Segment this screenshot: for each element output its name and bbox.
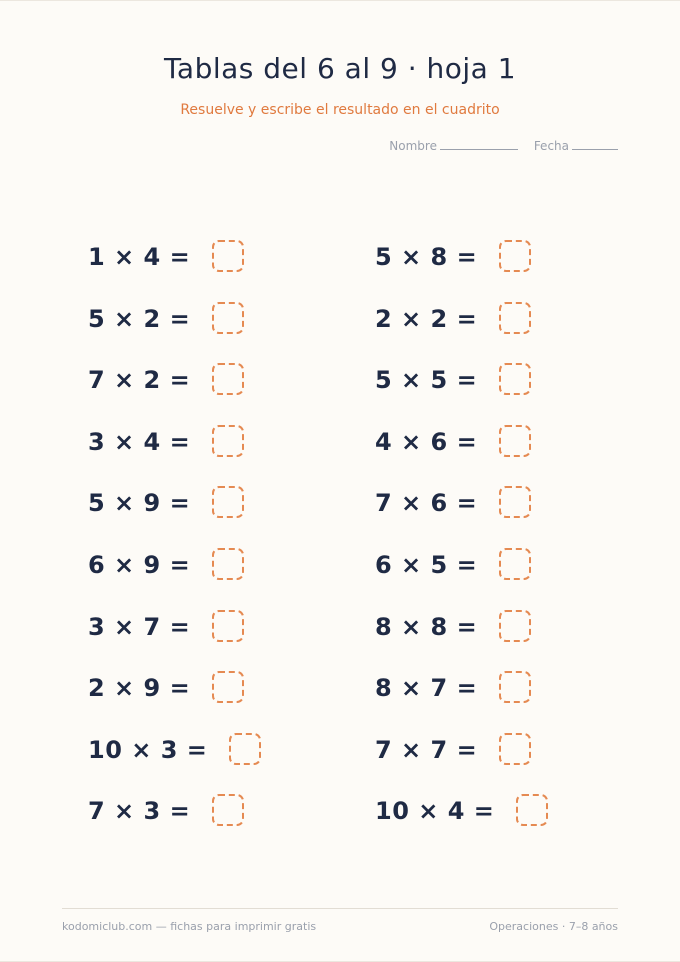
answer-box[interactable] [212, 425, 244, 457]
answer-box[interactable] [212, 302, 244, 334]
problem-expression: 7 × 7 = [375, 735, 478, 764]
problem-row [375, 731, 548, 793]
problem-expression: 8 × 8 = [375, 612, 478, 641]
answer-box[interactable] [499, 302, 531, 334]
answer-box[interactable] [212, 363, 244, 395]
problem-row [88, 608, 261, 670]
problem-row [88, 792, 261, 854]
problem-expression: 6 × 9 = [88, 550, 191, 579]
problem-expression: 10 × 4 = [375, 797, 495, 826]
problem-expression: 2 × 2 = [375, 304, 478, 333]
problem-expression: 10 × 3 = [88, 735, 208, 764]
problem-expression: 5 × 8 = [375, 243, 478, 271]
problem-expression: 7 × 3 = [88, 797, 191, 826]
problem-expression: 7 × 2 = [88, 366, 191, 395]
answer-box[interactable] [212, 610, 244, 642]
problem-row [88, 423, 261, 485]
name-date-fields [389, 139, 618, 153]
answer-box[interactable] [499, 240, 531, 272]
name-label: Nombre [389, 139, 437, 153]
footer-divider [62, 908, 618, 909]
answer-box[interactable] [212, 240, 244, 272]
page-title: Tablas del 6 al 9 · hoja 1 [163, 52, 517, 85]
problem-row [375, 546, 548, 608]
problem-expression: 5 × 5 = [375, 366, 478, 395]
problem-expression: 3 × 4 = [88, 427, 191, 456]
problems-left-column [88, 238, 261, 854]
answer-box[interactable] [516, 794, 548, 826]
problem-row [375, 423, 548, 485]
problem-row [88, 731, 261, 793]
problem-row [375, 300, 548, 362]
answer-box[interactable] [499, 671, 531, 703]
problem-expression: 1 × 4 = [88, 243, 191, 271]
problem-row [375, 238, 548, 300]
problem-row [88, 669, 261, 731]
answer-box[interactable] [499, 548, 531, 580]
problem-row [375, 608, 548, 670]
answer-box[interactable] [499, 610, 531, 642]
date-write-line[interactable] [572, 149, 618, 150]
problem-row [88, 484, 261, 546]
problem-row [88, 238, 261, 300]
problem-row [375, 792, 548, 854]
problem-row [88, 300, 261, 362]
answer-box[interactable] [499, 733, 531, 765]
instructions-subtitle: Resuelve y escribe el resultado en el cuadrito [180, 102, 500, 118]
problem-row [88, 361, 261, 423]
problem-expression: 6 × 5 = [375, 550, 478, 579]
date-label: Fecha [533, 139, 569, 153]
problems-right-column [375, 238, 548, 854]
problem-expression: 8 × 7 = [375, 674, 478, 703]
footer-site-credit: kodomiclub.com — fichas para imprimir gratis [62, 920, 317, 933]
problem-row [375, 361, 548, 423]
answer-box[interactable] [499, 363, 531, 395]
answer-box[interactable] [212, 671, 244, 703]
problem-expression: 7 × 6 = [375, 489, 478, 518]
problem-expression: 5 × 2 = [88, 304, 191, 333]
problem-expression: 5 × 9 = [88, 489, 191, 518]
problem-row [88, 546, 261, 608]
name-write-line[interactable] [440, 149, 518, 150]
answer-box[interactable] [229, 733, 261, 765]
answer-box[interactable] [212, 486, 244, 518]
problem-row [375, 669, 548, 731]
footer-category: Operaciones · 7–8 años [489, 920, 618, 933]
answer-box[interactable] [499, 425, 531, 457]
answer-box[interactable] [212, 794, 244, 826]
problem-expression: 2 × 9 = [88, 674, 191, 703]
answer-box[interactable] [212, 548, 244, 580]
problem-expression: 4 × 6 = [375, 427, 478, 456]
problem-expression: 3 × 7 = [88, 612, 191, 641]
problem-row [375, 484, 548, 546]
answer-box[interactable] [499, 486, 531, 518]
